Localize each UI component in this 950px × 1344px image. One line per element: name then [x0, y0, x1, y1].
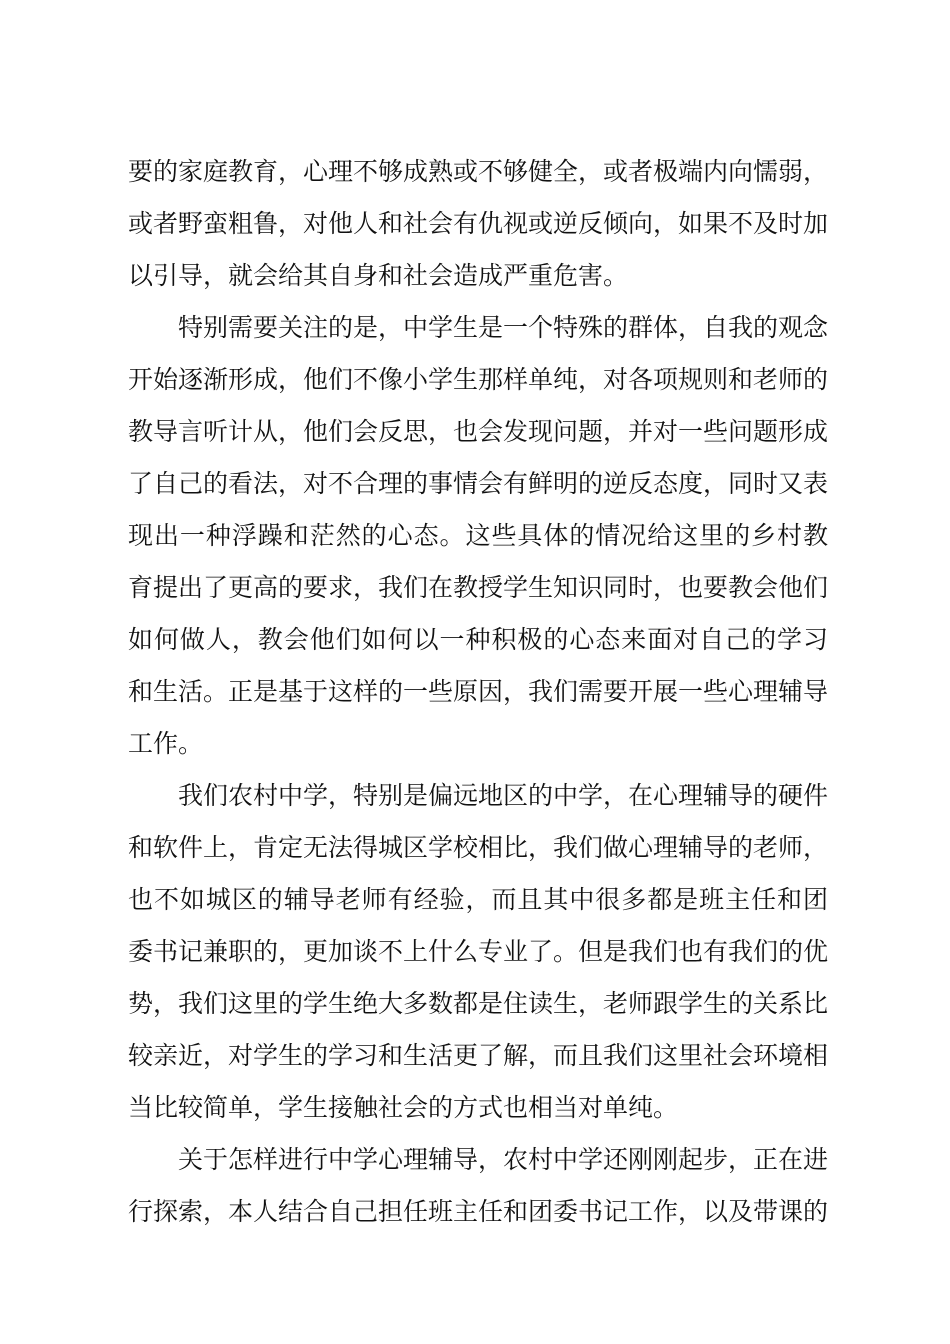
paragraph-2-line-1: 特别需要关注的是，中学生是一个特殊的群体，自我的观念 — [178, 313, 829, 342]
paragraph-4-line-1: 关于怎样进行中学心理辅导，农村中学还刚刚起步，正在进 — [178, 1145, 829, 1174]
paragraph-3-line-3: 也不如城区的辅导老师有经验，而且其中很多都是班主任和团 — [128, 885, 828, 914]
paragraph-1-line-3: 以引导，就会给其自身和社会造成严重危害。 — [128, 261, 629, 290]
paragraph-2-line-9: 工作。 — [128, 729, 204, 758]
paragraph-2-line-8: 和生活。正是基于这样的一些原因，我们需要开展一些心理辅导 — [128, 677, 829, 706]
body-text — [128, 146, 828, 1238]
paragraph-2-line-4: 了自己的看法，对不合理的事情会有鲜明的逆反态度，同时又表 — [128, 469, 829, 498]
paragraph-2-line-5: 现出一种浮躁和茫然的心态。这些具体的情况给这里的乡村教 — [128, 521, 828, 550]
paragraph-2-line-2: 开始逐渐形成，他们不像小学生那样单纯，对各项规则和老师的 — [128, 365, 829, 394]
paragraph-3-line-1: 我们农村中学，特别是偏远地区的中学，在心理辅导的硬件 — [178, 781, 829, 810]
paragraph-2-line-7: 如何做人，教会他们如何以一种积极的心态来面对自己的学习 — [128, 625, 828, 654]
paragraph-1-line-2: 或者野蛮粗鲁，对他人和社会有仇视或逆反倾向，如果不及时加 — [128, 209, 829, 238]
paragraph-3-line-2: 和软件上，肯定无法得城区学校相比，我们做心理辅导的老师， — [128, 833, 829, 862]
paragraph-3-line-7: 当比较简单，学生接触社会的方式也相当对单纯。 — [128, 1093, 679, 1122]
paragraph-2-line-3: 教导言听计从，他们会反思，也会发现问题，并对一些问题形成 — [128, 417, 829, 446]
paragraph-2-line-6: 育提出了更高的要求，我们在教授学生知识同时，也要教会他们 — [128, 573, 829, 602]
paragraph-4-line-2: 行探索，本人结合自己担任班主任和团委书记工作，以及带课的 — [128, 1197, 829, 1226]
paragraph-1-line-1: 要的家庭教育，心理不够成熟或不够健全，或者极端内向懦弱， — [128, 157, 829, 186]
paragraph-3-line-5: 势，我们这里的学生绝大多数都是住读生，老师跟学生的关系比 — [128, 989, 829, 1018]
paragraph-3-line-4: 委书记兼职的，更加谈不上什么专业了。但是我们也有我们的优 — [128, 937, 829, 966]
paragraph-3-line-6: 较亲近，对学生的学习和生活更了解，而且我们这里社会环境相 — [128, 1041, 829, 1070]
